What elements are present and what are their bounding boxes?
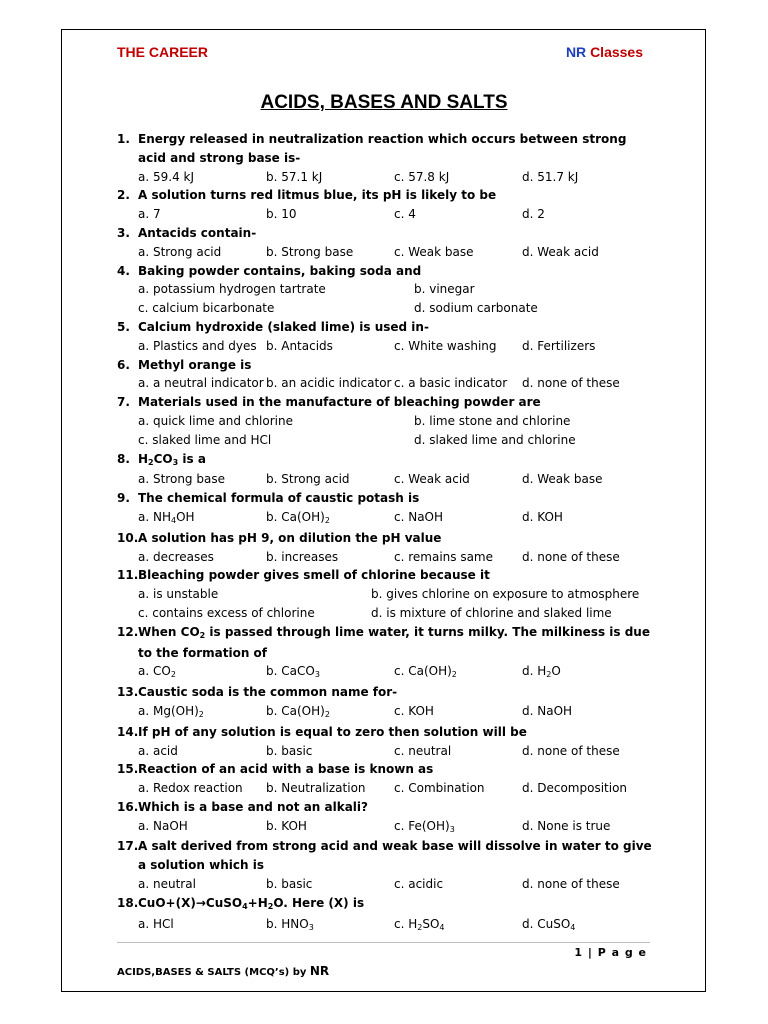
option-d: d. H2O (522, 664, 561, 680)
question-text: Reaction of an acid with a base is known as (138, 762, 434, 777)
question-line (117, 566, 657, 585)
question-item (117, 623, 657, 683)
question-text: If pH of any solution is equal to zero then solution will be (138, 724, 527, 739)
question-line (117, 318, 657, 337)
option-c: c. remains same (394, 549, 494, 564)
question-text: CuO+(X)→CuSO4+H2O. Here (X) is (138, 895, 365, 911)
question-number: 18. (117, 895, 139, 910)
option-d: d. KOH (522, 509, 563, 524)
option-a: a. is unstable (138, 587, 219, 602)
question-text: Calcium hydroxide (slaked lime) is used in- (138, 319, 429, 334)
option-b: b. basic (266, 743, 313, 758)
question-number: 8. (117, 451, 130, 466)
option-c: c. 4 (394, 207, 416, 222)
question-line (117, 393, 657, 412)
page-title: ACIDS, BASES AND SALTS (260, 92, 508, 113)
question-line (117, 356, 657, 375)
option-c: c. White washing (394, 338, 497, 353)
options-row (117, 604, 657, 623)
option-a: a. CO2 (138, 664, 176, 680)
options-row (117, 817, 657, 838)
option-b: b. lime stone and chlorine (414, 413, 571, 428)
option-c: c. slaked lime and HCl (138, 432, 272, 447)
question-text: A salt derived from strong acid and weak base will dissolve in water to give a solution which is (138, 839, 652, 873)
question-number: 17. (117, 839, 139, 854)
question-number: 2. (117, 188, 130, 203)
option-d: d. Decomposition (522, 781, 628, 796)
option-c: c. H2SO4 (394, 916, 445, 932)
question-text: Which is a base and not an alkali? (138, 799, 368, 814)
question-item (117, 356, 657, 394)
options-row (117, 299, 657, 318)
header-classes-label: Classes (590, 44, 643, 60)
question-line (117, 798, 657, 817)
option-b: b. HNO3 (266, 916, 314, 932)
option-c: c. Combination (394, 781, 485, 796)
options-row (117, 168, 657, 187)
option-d: d. NaOH (522, 703, 573, 718)
question-item (117, 130, 657, 186)
question-line (117, 130, 657, 168)
option-b: b. 10 (266, 207, 297, 222)
question-item (117, 489, 657, 529)
question-text: A solution has pH 9, on dilution the pH value (138, 530, 442, 545)
header-classes (566, 44, 643, 60)
option-c: c. contains excess of chlorine (138, 605, 315, 620)
question-text: H2CO3 is a (138, 451, 206, 467)
question-item (117, 450, 657, 490)
option-a: a. Plastics and dyes (138, 338, 257, 353)
options-row (117, 280, 657, 299)
option-d: d. none of these (522, 549, 620, 564)
options-row (117, 702, 657, 723)
option-b: b. CaCO3 (266, 664, 320, 680)
option-a: a. Redox reaction (138, 781, 243, 796)
footer-divider (117, 942, 650, 943)
option-a: a. quick lime and chlorine (138, 413, 293, 428)
option-a: a. 7 (138, 207, 161, 222)
question-item (117, 186, 657, 224)
option-b: b. an acidic indicator (266, 376, 392, 391)
options-row (117, 875, 657, 894)
question-item (117, 760, 657, 798)
option-c: c. KOH (394, 703, 434, 718)
option-a: a. acid (138, 743, 178, 758)
question-text: Energy released in neutralization reaction which occurs between strong acid and strong base is- (138, 132, 627, 165)
options-row (117, 779, 657, 798)
question-item (117, 723, 657, 761)
question-line (117, 262, 657, 281)
question-line (117, 723, 657, 742)
option-a: a. Strong base (138, 472, 225, 487)
option-c: c. Fe(OH)3 (394, 818, 455, 834)
option-c: c. 57.8 kJ (394, 169, 450, 184)
question-list (117, 130, 657, 935)
question-line (117, 224, 657, 243)
options-row (117, 662, 657, 683)
question-line (117, 489, 657, 508)
option-c: c. acidic (394, 877, 444, 892)
question-number: 9. (117, 491, 130, 506)
option-a: a. Strong acid (138, 244, 222, 259)
question-item (117, 393, 657, 449)
question-line (117, 894, 657, 915)
question-item (117, 798, 657, 838)
options-row (117, 548, 657, 567)
option-a: a. NaOH (138, 818, 188, 833)
question-item (117, 529, 657, 567)
question-number: 1. (117, 132, 130, 146)
question-number: 13. (117, 685, 139, 700)
option-b: b. 57.1 kJ (266, 169, 323, 184)
options-row (117, 337, 657, 356)
option-a: a. decreases (138, 549, 214, 564)
option-d: d. CuSO4 (522, 916, 576, 932)
option-c: c. a basic indicator (394, 376, 508, 391)
option-b: b. vinegar (414, 282, 475, 297)
question-text: Bleaching powder gives smell of chlorine because it (138, 568, 490, 583)
options-row (117, 915, 657, 936)
question-item (117, 894, 657, 936)
option-d: d. none of these (522, 743, 620, 758)
question-line (117, 837, 657, 875)
option-b: b. basic (266, 877, 313, 892)
options-row (117, 374, 657, 393)
option-c: c. Weak base (394, 244, 474, 259)
option-a: a. Mg(OH)2 (138, 703, 204, 719)
question-line (117, 623, 657, 663)
footer-text (117, 964, 329, 978)
question-number: 16. (117, 799, 139, 814)
question-item (117, 683, 657, 723)
question-number: 15. (117, 762, 139, 777)
question-text: Antacids contain- (138, 225, 257, 240)
options-row (117, 508, 657, 529)
option-c: c. NaOH (394, 509, 444, 524)
question-text: A solution turns red litmus blue, its pH is likely to be (138, 188, 497, 203)
options-row (117, 742, 657, 761)
question-number: 7. (117, 395, 130, 410)
option-c: c. neutral (394, 743, 452, 758)
header-nr: NR (565, 44, 587, 60)
option-b: b. Ca(OH)2 (266, 703, 330, 719)
question-number: 12. (117, 624, 139, 639)
options-row (117, 585, 657, 604)
question-text: When CO2 is passed through lime water, it turns milky. The milkiness is due to the formation of (138, 624, 650, 660)
options-row (117, 205, 657, 224)
option-d: d. none of these (522, 877, 620, 892)
option-b: b. Neutralization (266, 781, 366, 796)
option-b: b. Ca(OH)2 (266, 509, 330, 525)
option-d: d. 51.7 kJ (522, 169, 579, 184)
question-line (117, 450, 657, 471)
option-d: d. 2 (522, 207, 545, 222)
question-text: Baking powder contains, baking soda and (138, 263, 422, 278)
option-a: a. potassium hydrogen tartrate (138, 282, 326, 297)
option-b: b. increases (266, 549, 339, 564)
option-c: c. Weak acid (394, 472, 470, 487)
option-d: d. Fertilizers (522, 338, 596, 353)
option-d: d. none of these (522, 376, 620, 391)
option-d: d. None is true (522, 818, 611, 833)
footer-author: NR (309, 964, 330, 978)
footer-label: ACIDS,BASES & SALTS (MCQ’s) by (117, 967, 307, 978)
option-a: a. a neutral indicator (138, 376, 264, 391)
question-number: 5. (117, 319, 130, 334)
question-number: 3. (117, 225, 130, 240)
question-line (117, 760, 657, 779)
option-b: b. Antacids (266, 338, 333, 353)
question-line (117, 186, 657, 205)
option-a: a. 59.4 kJ (138, 169, 195, 184)
options-row (117, 243, 657, 262)
question-text: Methyl orange is (138, 357, 252, 372)
option-b: b. Strong acid (266, 472, 350, 487)
options-row (117, 431, 657, 450)
options-row (117, 412, 657, 431)
question-number: 4. (117, 263, 130, 278)
option-d: d. sodium carbonate (414, 301, 538, 316)
question-line (117, 683, 657, 702)
question-text: The chemical formula of caustic potash is (138, 491, 420, 506)
question-item (117, 262, 657, 318)
option-c: c. calcium bicarbonate (138, 301, 275, 316)
question-line (117, 529, 657, 548)
option-d: d. Weak base (522, 472, 603, 487)
question-number: 6. (117, 357, 130, 372)
option-b: b. KOH (266, 818, 307, 833)
option-b: b. Strong base (266, 244, 354, 259)
question-text: Caustic soda is the common name for- (138, 685, 398, 700)
options-row (117, 470, 657, 489)
question-number: 11. (117, 568, 139, 583)
question-number: 10. (117, 530, 139, 545)
option-a: a. neutral (138, 877, 196, 892)
option-c: c. Ca(OH)2 (394, 664, 457, 680)
question-item (117, 318, 657, 356)
question-number: 14. (117, 724, 139, 739)
question-item (117, 837, 657, 893)
question-item (117, 566, 657, 622)
question-item (117, 224, 657, 262)
option-d: d. slaked lime and chlorine (414, 432, 576, 447)
header-brand: THE CAREER (117, 44, 209, 60)
option-d: d. is mixture of chlorine and slaked lime (371, 605, 612, 620)
option-d: d. Weak acid (522, 244, 599, 259)
page-number: 1 | P a g e (574, 946, 647, 959)
question-text: Materials used in the manufacture of bleaching powder are (138, 395, 541, 410)
option-a: a. NH4OH (138, 509, 195, 525)
option-b: b. gives chlorine on exposure to atmosphere (371, 587, 640, 602)
option-a: a. HCl (138, 916, 174, 931)
